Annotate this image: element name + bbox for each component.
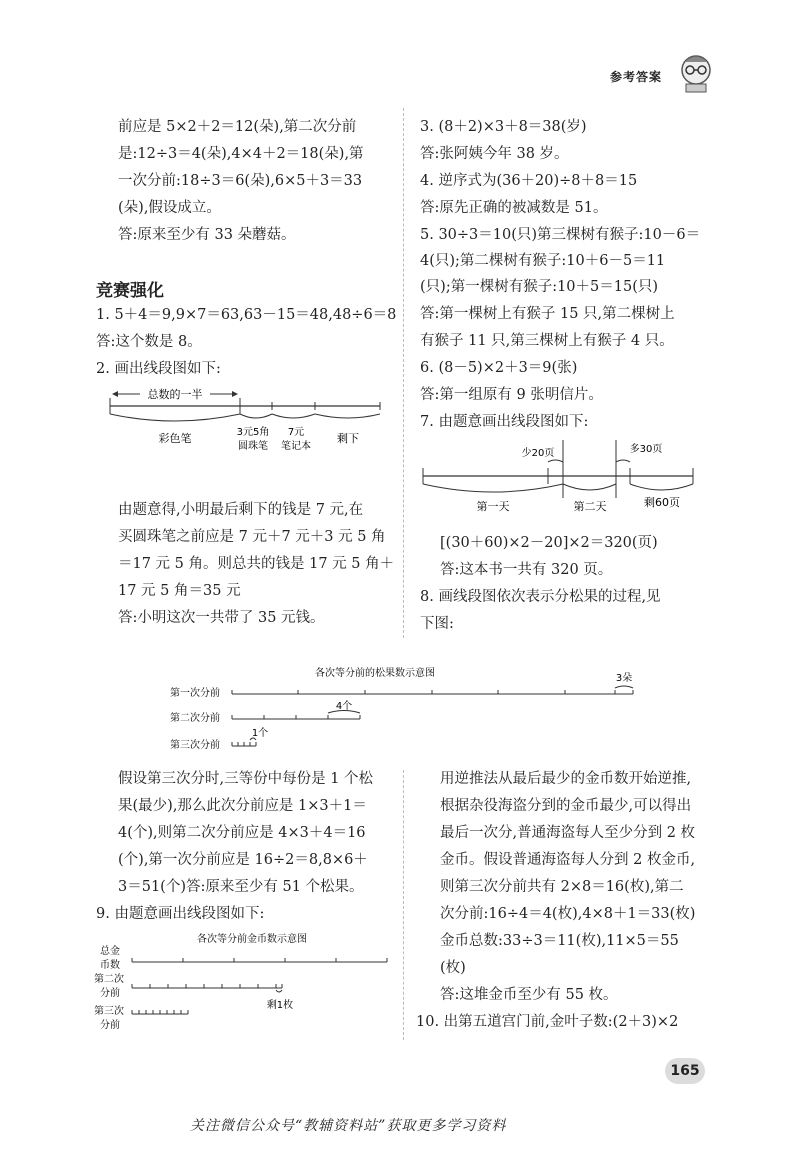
text-line: 4. 逆序式为(36＋20)÷8＋8＝15 (420, 173, 638, 189)
page-number: 165 (665, 1058, 705, 1084)
fig2-line-diagram (100, 380, 400, 460)
footer-note: 关注微信公众号“教辅资料站”获取更多学习资料 (190, 1118, 507, 1134)
fig7-line-diagram (418, 438, 708, 528)
text-line: 答:原先正确的被减数是 51。 (420, 200, 608, 216)
fig7-less: 少20页 (521, 448, 555, 459)
text-line: 答:张阿姨今年 38 岁。 (420, 146, 569, 162)
fig9-title: 各次等分前金币数示意图 (197, 934, 307, 945)
fig7-more: 多30页 (629, 444, 663, 455)
text-line: 5. 30÷3＝10(只)第三棵树有猴子:10－6＝ (420, 227, 701, 243)
fig2-seg1: 彩色笔 (158, 432, 192, 445)
text-line: 金币总数:33÷3＝11(枚),11×5＝55 (440, 933, 679, 949)
text-line: 答:第一组原有 9 张明信片。 (420, 387, 603, 403)
text-line: 9. 由题意画出线段图如下: (96, 906, 265, 922)
text-line: 4(只);第二棵树有猴子:10＋6－5＝11 (420, 253, 666, 269)
text-line: 是:12÷3＝4(朵),4×4＋2＝18(朵),第 (118, 146, 364, 162)
column-divider (403, 108, 404, 638)
header-title: 参考答案 (610, 70, 663, 84)
text-line: 3. (8＋2)×3＋8＝38(岁) (420, 119, 587, 135)
fig8-title: 各次等分前的松果数示意图 (315, 668, 435, 679)
fig9-r2b: 分前 (100, 988, 120, 999)
fig9-r2a: 第二次 (94, 974, 124, 985)
text-line: 用逆推法从最后最少的金币数开始逆推, (440, 771, 692, 787)
text-line: 买圆珠笔之前应是 7 元＋7 元＋3 元 5 角 (118, 529, 386, 545)
fig2-top-label: 总数的一半 (147, 388, 203, 401)
fig2-seg3b: 笔记本 (281, 441, 311, 452)
text-line: 答:小明这次一共带了 35 元钱。 (118, 610, 325, 626)
fig8-row3: 第三次分前 (170, 740, 220, 751)
text-line: 7. 由题意画出线段图如下: (420, 414, 589, 430)
text-line: 6. (8－5)×2＋3＝9(张) (420, 360, 578, 376)
text-line: 17 元 5 角＝35 元 (118, 583, 241, 599)
fig8-n3: 1个 (251, 728, 269, 739)
fig2-seg4: 剩下 (337, 432, 359, 445)
text-line: 一次分前:18÷3＝6(朵),6×5＋3＝33 (118, 173, 363, 189)
fig9-line-diagram (92, 928, 392, 1040)
text-line: (枚) (440, 960, 466, 976)
fig9-rest: 剩1枚 (266, 1000, 294, 1011)
text-line: 4(个),则第二次分前应是 4×3＋4＝16 (118, 825, 366, 841)
text-line: 前应是 5×2＋2＝12(朵),第二次分前 (118, 119, 357, 135)
fig9-r3a: 第三次 (94, 1006, 124, 1017)
text-line: 1. 5＋4＝9,9×7＝63,63－15＝48,48÷6＝8 (96, 307, 397, 323)
fig2-seg2b: 圆珠笔 (238, 441, 268, 452)
text-line: 则第三次分前共有 2×8＝16(枚),第二 (440, 879, 684, 895)
text-line: 最后一次分,普通海盗每人至少分到 2 枚 (440, 825, 696, 841)
text-line: 果(最少),那么此次分前应是 1×3＋1＝ (118, 798, 367, 814)
text-line: 由题意得,小明最后剩下的钱是 7 元,在 (118, 502, 364, 518)
text-line: 答:这本书一共有 320 页。 (440, 562, 613, 578)
text-line: 10. 出第五道宫门前,金叶子数:(2＋3)×2 (416, 1014, 679, 1030)
text-line: 答:这堆金币至少有 55 枚。 (440, 987, 618, 1003)
fig7-day2: 第二天 (573, 500, 607, 513)
text-line: 答:这个数是 8。 (96, 334, 202, 350)
fig2-seg3a: 7元 (287, 427, 305, 438)
fig9-r1b: 币数 (100, 960, 120, 971)
text-line: 下图: (420, 616, 454, 632)
fig8-row2: 第二次分前 (170, 713, 220, 724)
text-line: ＝17 元 5 角。则总共的钱是 17 元 5 角＋ (118, 556, 395, 572)
text-line: 3＝51(个)答:原来至少有 51 个松果。 (118, 879, 364, 895)
fig8-n1: 3朵 (615, 673, 633, 684)
text-line: (只);第一棵树有猴子:10＋5＝15(只) (420, 279, 659, 295)
fig9-r1a: 总金 (100, 946, 120, 957)
fig2-seg2a: 3元5角 (236, 427, 270, 438)
text-line: (个),第一次分前应是 16÷2＝8,8×6＋ (118, 852, 368, 868)
text-line: (朵),假设成立。 (118, 200, 221, 216)
section-title: 竞赛强化 (96, 281, 164, 301)
text-line: 根据杂役海盗分到的金币最少,可以得出 (440, 798, 692, 814)
text-line: 8. 画线段图依次表示分松果的过程,见 (420, 589, 661, 605)
fig9-r3b: 分前 (100, 1020, 120, 1031)
fig8-row1: 第一次分前 (170, 688, 220, 699)
text-line: [(30＋60)×2－20]×2＝320(页) (440, 535, 658, 551)
text-line: 金币。假设普通海盗每人分到 2 枚金币, (440, 852, 696, 868)
text-line: 次分前:16÷4＝4(枚),4×8＋1＝33(枚) (440, 906, 696, 922)
text-line: 有猴子 11 只,第三棵树上有猴子 4 只。 (420, 333, 674, 349)
text-line: 假设第三次分时,三等份中每份是 1 个松 (118, 771, 374, 787)
fig8-n2: 4个 (335, 701, 353, 712)
text-line: 答:第一棵树上有猴子 15 只,第二棵树上 (420, 306, 675, 322)
column-divider-lower (403, 770, 404, 1040)
text-line: 2. 画出线段图如下: (96, 361, 221, 377)
fig7-rest: 剩60页 (644, 496, 680, 509)
mascot-icon (676, 50, 716, 94)
text-line: 答:原来至少有 33 朵蘑菇。 (118, 227, 296, 243)
fig7-day1: 第一天 (476, 500, 510, 513)
fig8-line-diagram (160, 664, 660, 764)
